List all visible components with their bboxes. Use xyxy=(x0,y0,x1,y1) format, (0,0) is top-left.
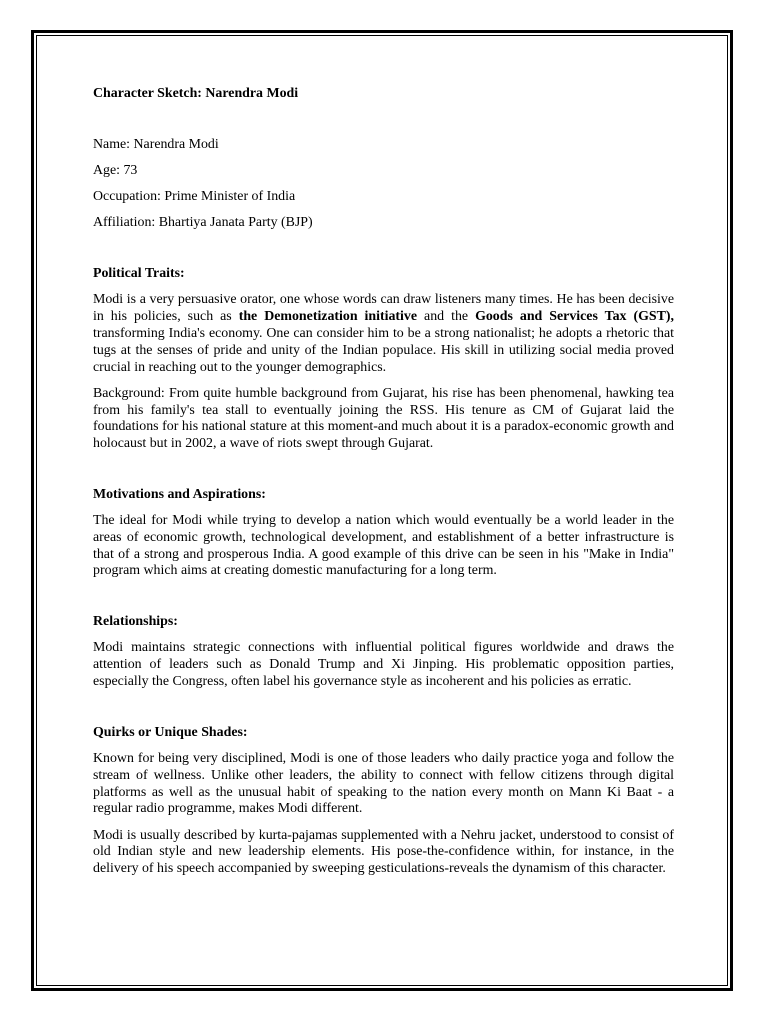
paragraph-motivations: The ideal for Modi while trying to develop a nation which would eventually be a world leader in the areas of economic growth, technological development, and establishment of a better infrastructure is that of a strong and prosperous India. A good example of this drive can be seen in his "Make in India" program which aims at creating domestic manufacturing for a long term. xyxy=(93,513,674,579)
heading-quirks: Quirks or Unique Shades: xyxy=(93,724,248,740)
document-body xyxy=(93,86,674,887)
paragraph-background: Background: From quite humble background from Gujarat, his rise has been phenomenal, hawking tea from his family's tea stall to eventually joining the RSS. His tenure as CM of Gujarat laid the foundations for his national stature at this moment-and much about it is a paradox-economic growth and holocaust but in 2002, a wave of riots swept through Gujarat. xyxy=(93,385,674,452)
bold-demonetization: the Demonetization initiative xyxy=(238,309,418,325)
field-affiliation: Affiliation: Bhartiya Janata Party (BJP) xyxy=(93,215,313,231)
bold-gst: Goods and Services Tax (GST), xyxy=(475,309,675,325)
paragraph-text: and the xyxy=(417,309,476,325)
paragraph-quirks-1: Known for being very disciplined, Modi is one of those leaders who daily practice yoga and follow the stream of wellness. Unlike other leaders, the ability to connect with fellow citizens through digital platforms as well as the unusual habit of speaking to the nation every month on Mann Ki Baat - a regular radio programme, makes Modi different. xyxy=(93,751,674,817)
paragraph-quirks-2: Modi is usually described by kurta-pajamas supplemented with a Nehru jacket, understood to consist of old Indian style and new leadership elements. His pose-the-confidence within, for instance, in the delivery of his speech accompanied by sweeping gesticulations-reveals the dynamism of this character. xyxy=(93,827,674,877)
field-occupation: Occupation: Prime Minister of India xyxy=(93,189,296,205)
heading-relationships: Relationships: xyxy=(93,614,178,630)
heading-political-traits: Political Traits: xyxy=(93,266,185,282)
field-age: Age: 73 xyxy=(93,162,138,178)
field-name: Name: Narendra Modi xyxy=(93,136,219,152)
document-title: Character Sketch: Narendra Modi xyxy=(93,86,299,101)
paragraph-relationships: Modi maintains strategic connections with influential political figures worldwide and draws the attention of leaders such as Donald Trump and Xi Jinping. His problematic opposition parties, especially the Congress, often label his governance style as incoherent and his policies as erratic. xyxy=(93,640,674,690)
paragraph-text: transforming India's economy. One can consider him to be a strong nationalist; he adopts a rhetoric that tugs at the senses of pride and unity of the Indian populace. His skill in utilizing social media proved crucial in reaching out to the younger demographics. xyxy=(93,325,674,375)
paragraph-text: Modi is a very persuasive orator, one whose words can draw listeners many times. He has been decisive in his policies, such as xyxy=(93,292,674,325)
heading-motivations: Motivations and Aspirations: xyxy=(93,486,266,502)
paragraph-political-traits xyxy=(93,292,674,376)
